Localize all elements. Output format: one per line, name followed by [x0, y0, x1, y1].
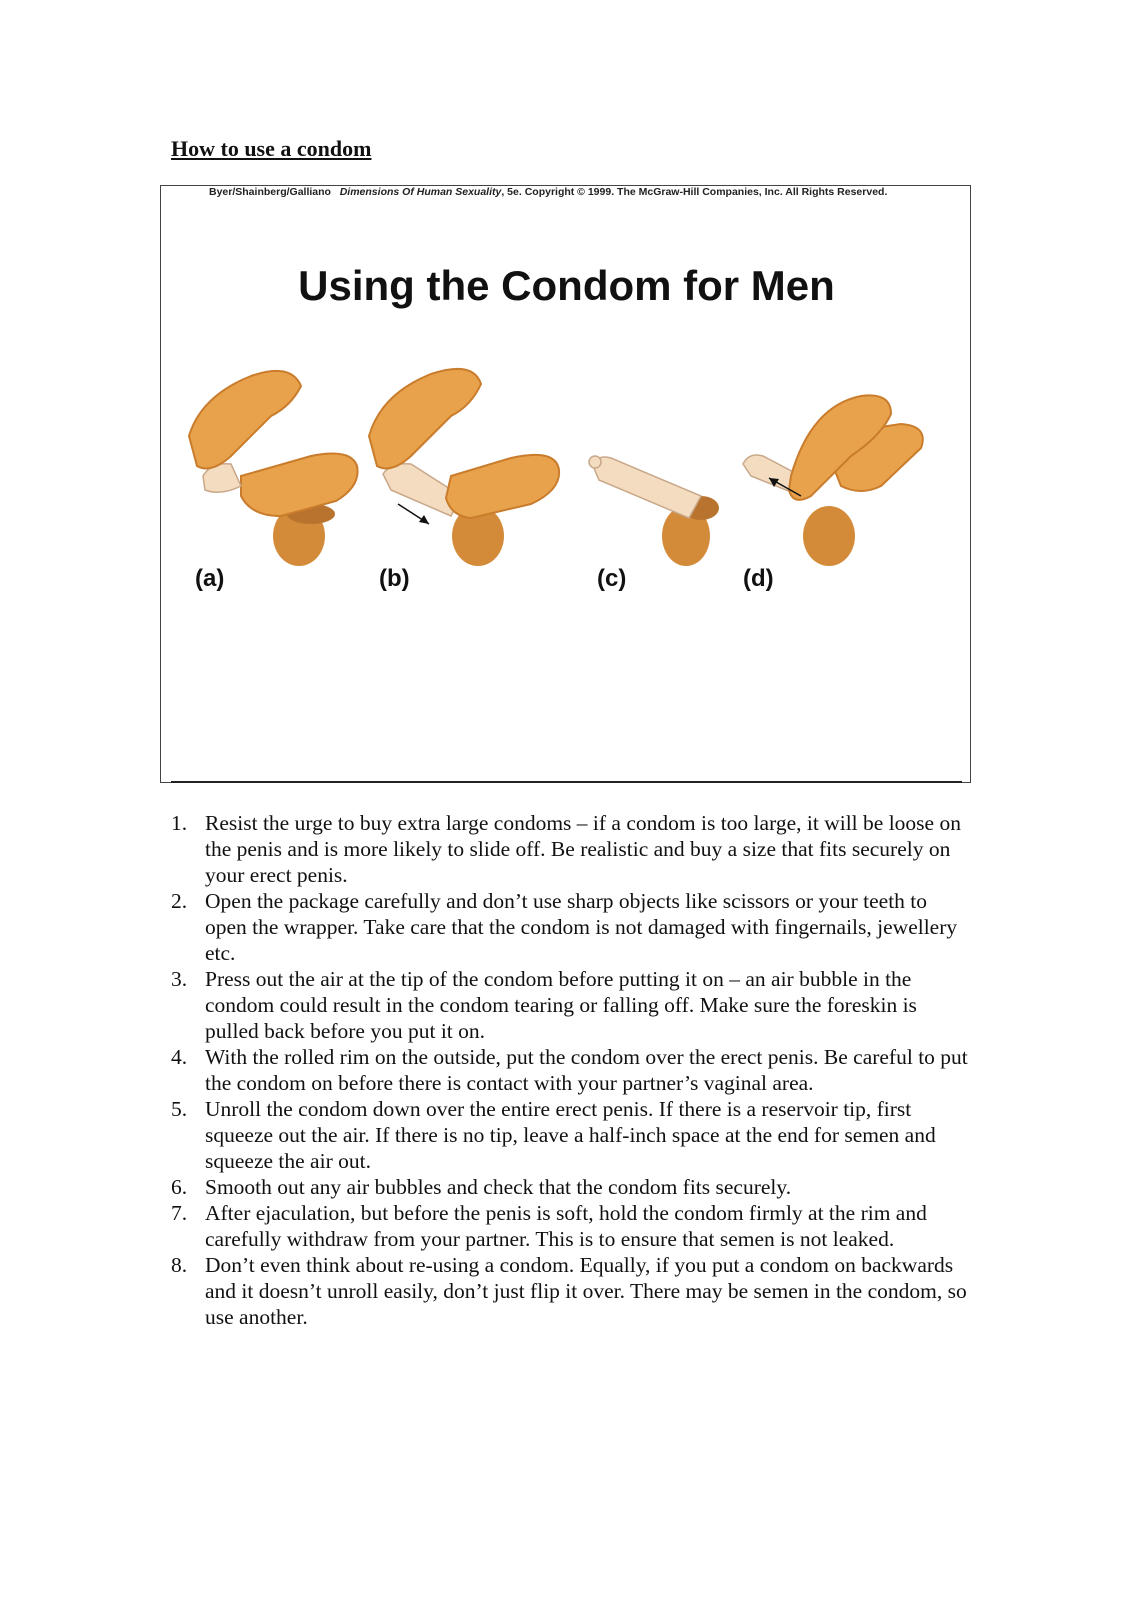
step-b-illustration — [369, 369, 559, 566]
step-c-condom — [593, 457, 701, 518]
instruction-item — [171, 1044, 971, 1096]
instruction-number: 5. — [171, 1097, 188, 1121]
instruction-item — [171, 1174, 971, 1200]
instruction-text: After ejaculation, but before the penis is soft, hold the condom firmly at the rim and carefully withdraw from your partner. This is to ensure that semen is not leaked. — [205, 1201, 927, 1251]
step-b-top-hand — [369, 369, 481, 469]
instruction-number: 3. — [171, 967, 188, 991]
instruction-text: Open the package carefully and don’t use sharp objects like scissors or your teeth to open the wrapper. Take care that the condom is not damaged with fingernails, jewellery etc. — [205, 889, 958, 965]
document-title: How to use a condom — [171, 136, 372, 161]
instruction-text: Smooth out any air bubbles and check that the condom fits securely. — [205, 1175, 792, 1199]
instruction-item — [171, 810, 971, 888]
step-label-a: (a) — [195, 565, 225, 592]
figure-title: Using the Condom for Men — [298, 262, 835, 309]
instruction-item — [171, 1096, 971, 1174]
instruction-item — [171, 1200, 971, 1252]
step-label-c: (c) — [597, 565, 627, 592]
instruction-number: 2. — [171, 889, 188, 913]
step-a-base-hand — [241, 454, 358, 516]
figure-credit — [209, 186, 887, 198]
credit-authors: Byer/Shainberg/Galliano — [209, 186, 331, 198]
step-b-base-hand — [446, 455, 559, 518]
figure-bottom-rule — [171, 781, 962, 783]
instruction-text: Resist the urge to buy extra large condoms – if a condom is too large, it will be loose on the penis and is more likely to slide off. Be realistic and buy a size that fits securely on your erect penis. — [205, 811, 961, 887]
step-d-illustration — [743, 395, 923, 566]
condom-steps-illustration — [161, 366, 972, 626]
instruction-text: Unroll the condom down over the entire erect penis. If there is a reservoir tip, first squeeze out the air. If there is no tip, leave a half-inch space at the end for semen and squeeze the air out. — [205, 1097, 936, 1173]
instruction-number: 7. — [171, 1201, 188, 1225]
instruction-item — [171, 1252, 971, 1330]
step-c-illustration — [589, 456, 719, 566]
instruction-item — [171, 966, 971, 1044]
instruction-list — [171, 810, 971, 1330]
instruction-text: Press out the air at the tip of the condom before putting it on – an air bubble in the condom could result in the condom tearing or falling off. Make sure the foreskin is pulled back before you put it on. — [205, 967, 917, 1043]
step-d-scrotum — [803, 506, 855, 566]
instruction-item — [171, 888, 971, 966]
instruction-text: Don’t even think about re-using a condom. Equally, if you put a condom on backwards and it doesn’t unroll easily, don’t just flip it over. There may be semen in the condom, so use another. — [205, 1253, 967, 1329]
step-b-arrowhead — [419, 515, 429, 524]
instruction-number: 6. — [171, 1175, 188, 1199]
instruction-number: 4. — [171, 1045, 188, 1069]
step-a-top-hand — [189, 371, 301, 469]
instruction-number: 8. — [171, 1253, 188, 1277]
instruction-number: 1. — [171, 811, 188, 835]
figure-panel — [160, 185, 971, 783]
step-c-reservoir-tip — [589, 456, 601, 468]
step-a-illustration — [189, 371, 358, 566]
credit-book-title: Dimensions Of Human Sexuality — [339, 186, 502, 198]
credit-copyright: , 5e. Copyright © 1999. The McGraw-Hill Companies, Inc. All Rights Reserved. — [501, 186, 888, 198]
instruction-text: With the rolled rim on the outside, put the condom over the erect penis. Be careful to put the condom on before there is contact with your partner’s vaginal area. — [205, 1045, 968, 1095]
step-label-b: (b) — [379, 565, 410, 592]
step-label-d: (d) — [743, 565, 774, 592]
